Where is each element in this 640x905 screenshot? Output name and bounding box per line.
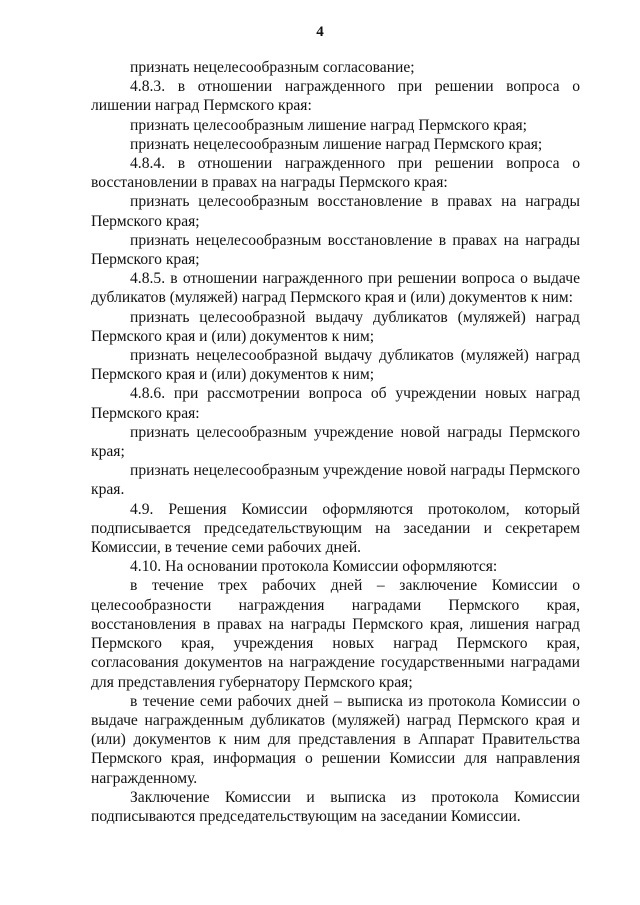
paragraph: 4.8.6. при рассмотрении вопроса об учреждении новых наград Пермского края: [91, 385, 580, 422]
paragraph: признать нецелесообразным согласование; [130, 59, 415, 76]
paragraph: Заключение Комиссии и выписка из протокола Комиссии подписываются председательствующим на заседании Комиссии. [91, 788, 580, 825]
paragraph: 4.10. На основании протокола Комиссии оформляются: [130, 558, 498, 576]
page-number: 4 [316, 24, 324, 40]
paragraph: 4.9. Решения Комиссии оформляются протоколом, который подписывается председательствующим на заседании и секретарем Комиссии, в течение семи рабочих дней. [91, 500, 580, 557]
paragraph: признать целесообразным учреждение новой награды Пермского края; [91, 423, 580, 461]
paragraph: в течение трех рабочих дней – заключение Комиссии о целесообразности награждения наградами Пермского края, восстановления в правах на награды Пермского края, лишения наград Пермского края, учреждения новых наград Пермского края, согласования документов на награждение государственными наградами для представления губернатору Пермского края; [91, 577, 580, 691]
paragraph: в течение семи рабочих дней – выписка из протокола Комиссии о выдаче награжденным дубликатов (муляжей) наград Пермского края и (или) документов к ним для представления в Аппарат Правительства Пермского края, информация о решении Комиссии для направления награжденному. [91, 692, 580, 787]
paragraph: признать целесообразным лишение наград Пермского края; [130, 116, 528, 134]
paragraph: 4.8.4. в отношении награжденного при решении вопроса о восстановлении в правах на награды Пермского края: [91, 155, 580, 192]
paragraph: признать нецелесообразным восстановление в правах на награды Пермского края; [91, 231, 580, 269]
paragraph: признать нецелесообразным лишение наград Пермского края; [130, 135, 543, 153]
paragraph: признать нецелесообразным учреждение новой награды Пермского края. [91, 462, 580, 499]
paragraph: 4.8.5. в отношении награжденного при решении вопроса о выдаче дубликатов (муляжей) наград Пермского края и (или) документов к ним: [91, 270, 580, 307]
paragraph: признать нецелесообразной выдачу дубликатов (муляжей) наград Пермского края и (или) документов к ним; [91, 347, 580, 384]
paragraph: 4.8.3. в отношении награжденного при решении вопроса о лишении наград Пермского края: [91, 78, 580, 115]
paragraph: признать целесообразным восстановление в правах на награды Пермского края; [91, 193, 580, 230]
document-body [91, 58, 580, 826]
paragraph: признать целесообразной выдачу дубликатов (муляжей) наград Пермского края и (или) документов к ним; [91, 308, 580, 345]
